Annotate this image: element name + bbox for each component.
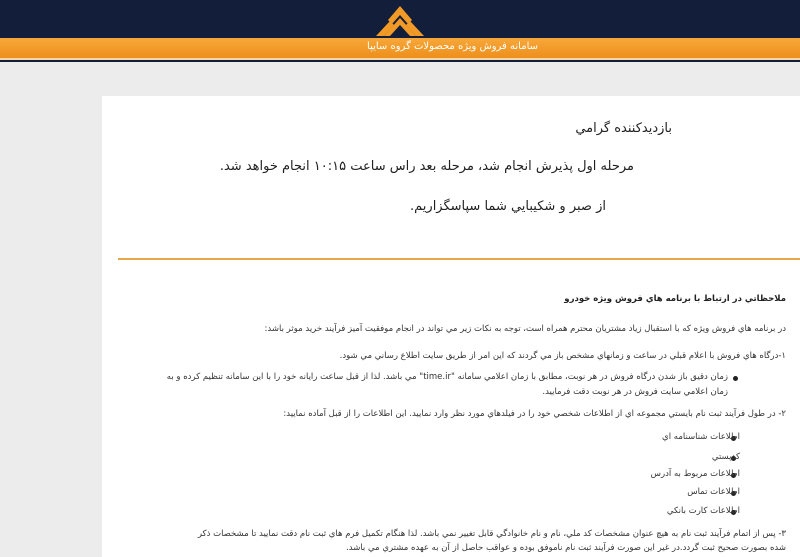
header-title-bar — [0, 38, 800, 60]
notes-item-1-bullet-b: زمان اعلامي سايت فروش در هر نوبت دقت فرماييد. — [542, 387, 728, 397]
site-title: سامانه فروش ويژه محصولات گروه سايپا — [367, 41, 538, 52]
notes-heading: ملاحظاتي در ارتباط با برنامه هاي فروش ويژه خودرو — [564, 294, 786, 304]
bullet-icon — [733, 376, 738, 381]
list-item: کدپستي — [711, 452, 740, 462]
notes-intro: در برنامه هاي فروش ويژه که با استقبال زياد مشتريان محترم همراه است، توجه به نکات زير مي تواند در انجام موفقيت آميز فرآيند خريد موثر باشد: — [264, 324, 786, 334]
notes-item-2: ۲- در طول فرآيند ثبت نام بايستي مجموعه اي از اطلاعات شخصي خود را در فيلدهاي مورد نظر وارد نماييد. اين اطلاعات را از قبل آماده نماييد: — [283, 409, 786, 419]
notes-item-3-line-1: ۳- پس از اتمام فرآيند ثبت نام به هيچ عنوان مشخصات کد ملي، نام و نام خانوادگي قابل تغيير نمي باشد. لذا هنگام تکميل فرم هاي ثبت نام دقت نماييد تا مشخصات ذکر — [197, 529, 786, 539]
list-item: اطلاعات تماس — [687, 487, 740, 497]
notes-item-1: ۱-درگاه هاي فروش با اعلام قبلي در ساعت و زمانهاي مشخص باز مي گردند که اين امر از طريق سايت اطلاع رساني مي شود. — [339, 351, 786, 361]
list-item: اطلاعات مربوط به آدرس — [650, 469, 740, 479]
list-item: اطلاعات کارت بانکي — [666, 506, 740, 516]
notice-greeting: بازديدکننده گرامي — [575, 121, 672, 136]
notes-item-1-bullet-a: زمان دقيق باز شدن درگاه فروش در هر نوبت، مطابق با زمان اعلامي سامانه "time.ir" مي باشد. لذا از قبل ساعت رايانه خود را با اين سامانه تنظيم کرده و به — [166, 372, 728, 382]
notice-line-2: از صبر و شکيبايي شما سپاسگزاريم. — [410, 199, 606, 214]
notes-item-3-line-2: شده بصورت صحيح ثبت گردد.در غير اين صورت فرآيند ثبت نام ناموفق بوده و عواقب حاصل از آن به عهده مشتري مي باشد. — [346, 543, 786, 553]
list-item: اطلاعات شناسنامه اي — [662, 432, 740, 442]
notice-line-1: مرحله اول پذيرش انجام شد، مرحله بعد راس ساعت ۱۰:۱۵ انجام خواهد شد. — [219, 159, 634, 174]
saipa-logo-icon[interactable] — [362, 4, 438, 40]
section-divider — [118, 258, 800, 260]
